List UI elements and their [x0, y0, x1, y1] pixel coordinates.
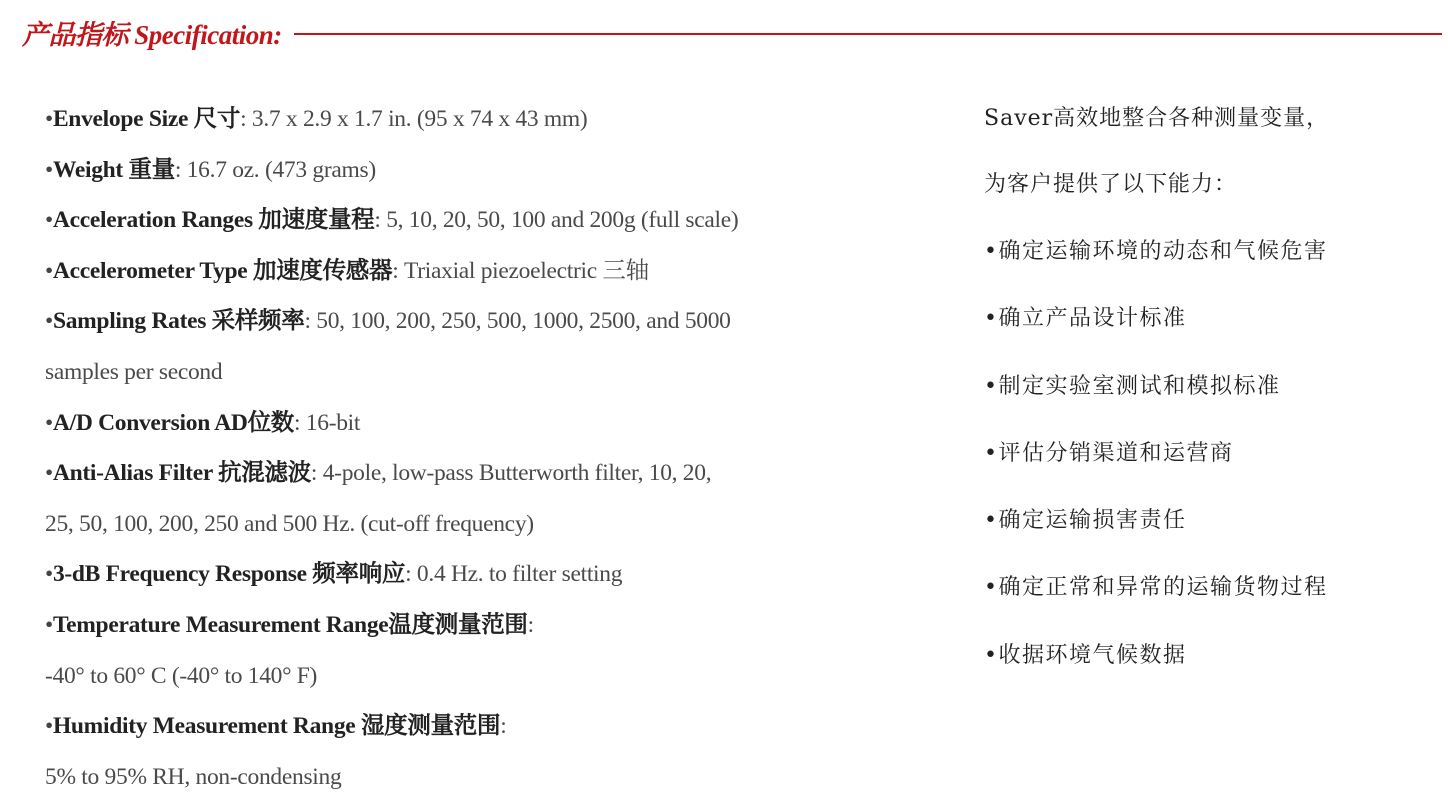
spec-label: A/D Conversion AD位数: [52, 409, 294, 436]
spec-anti-alias-filter-continued: [45, 499, 925, 550]
spec-value: : 16-bit: [294, 409, 361, 436]
capability-item: •确定运输损害责任: [984, 508, 1187, 534]
spec-ad-conversion: [45, 398, 925, 449]
spec-label: 3-dB Frequency Response 频率响应: [52, 561, 406, 588]
spec-value: :: [527, 611, 534, 638]
spec-value: : 50, 100, 200, 250, 500, 1000, 2500, and 5000: [304, 308, 731, 335]
spec-frequency-response: [45, 549, 925, 600]
spec-value: 25, 50, 100, 200, 250 and 500 Hz. (cut-off frequency): [45, 510, 534, 537]
spec-value: : 3.7 x 2.9 x 1.7 in. (95 x 74 x 43 mm): [240, 106, 588, 132]
section-header: [22, 12, 1442, 52]
bullet: •: [45, 611, 53, 638]
spec-value: : 5, 10, 20, 50, 100 and 200g (full scale): [374, 207, 739, 234]
spec-value: samples per second: [45, 358, 223, 385]
bullet: •: [45, 409, 53, 436]
spec-value: : 16.7 oz. (473 grams): [174, 156, 376, 183]
spec-temperature-range-values: [45, 651, 925, 702]
bullet: •: [45, 257, 53, 284]
spec-humidity-range-values: [45, 752, 925, 803]
specification-list: [45, 94, 925, 802]
spec-label: Accelerometer Type 加速度传感器: [52, 257, 393, 284]
capabilities-list: [984, 227, 1424, 698]
bullet: •: [45, 713, 53, 740]
spec-sampling-rates: [45, 296, 925, 347]
spec-label: Weight 重量: [52, 156, 175, 183]
capabilities-panel: [984, 94, 1424, 698]
capability-item: •评估分销渠道和运营商: [984, 440, 1234, 466]
spec-accelerometer-type: [45, 246, 925, 297]
spec-label: Anti-Alias Filter 抗混滤波: [52, 460, 311, 487]
title-divider: [294, 33, 1442, 35]
bullet: •: [45, 207, 53, 234]
capability-item: •制定实验室测试和模拟标准: [984, 373, 1281, 399]
spec-value: : Triaxial piezoelectric 三轴: [392, 257, 649, 284]
spec-anti-alias-filter: [45, 448, 925, 499]
spec-label: Envelope Size 尺寸: [52, 106, 241, 132]
capability-item: •确定正常和异常的运输货物过程: [984, 575, 1328, 601]
spec-humidity-range: [45, 701, 925, 752]
spec-label: Acceleration Ranges 加速度量程: [52, 207, 375, 234]
capability-item: •收据环境气候数据: [984, 642, 1187, 668]
spec-temperature-range: [45, 600, 925, 651]
bullet: •: [45, 460, 53, 487]
bullet: •: [45, 561, 53, 588]
intro-text-continued: 为客户提供了以下能力：: [984, 172, 1238, 197]
bullet: •: [45, 106, 53, 132]
spec-value: :: [500, 713, 507, 740]
spec-value: : 0.4 Hz. to filter setting: [405, 561, 623, 588]
spec-label: Sampling Rates 采样频率: [52, 308, 305, 335]
spec-value: : 4-pole, low-pass Butterworth filter, 10, 20,: [310, 460, 712, 487]
spec-label: Temperature Measurement Range温度测量范围: [52, 611, 528, 638]
capability-item: •确定运输环境的动态和气候危害: [984, 239, 1328, 264]
spec-value: 5% to 95% RH, non-condensing: [45, 763, 342, 790]
intro-text: Saver高效地整合各种测量变量，: [984, 106, 1330, 131]
spec-weight: [45, 145, 925, 196]
capability-item: •确立产品设计标准: [984, 306, 1187, 332]
section-title: 产品指标 Specification:: [22, 19, 282, 50]
spec-value: -40° to 60° C (-40° to 140° F): [45, 662, 318, 689]
spec-envelope-size: [45, 94, 925, 145]
bullet: •: [45, 308, 53, 335]
spec-acceleration-ranges: [45, 195, 925, 246]
bullet: •: [45, 156, 53, 183]
spec-sampling-rates-continued: [45, 347, 925, 398]
spec-label: Humidity Measurement Range 湿度测量范围: [52, 713, 501, 740]
